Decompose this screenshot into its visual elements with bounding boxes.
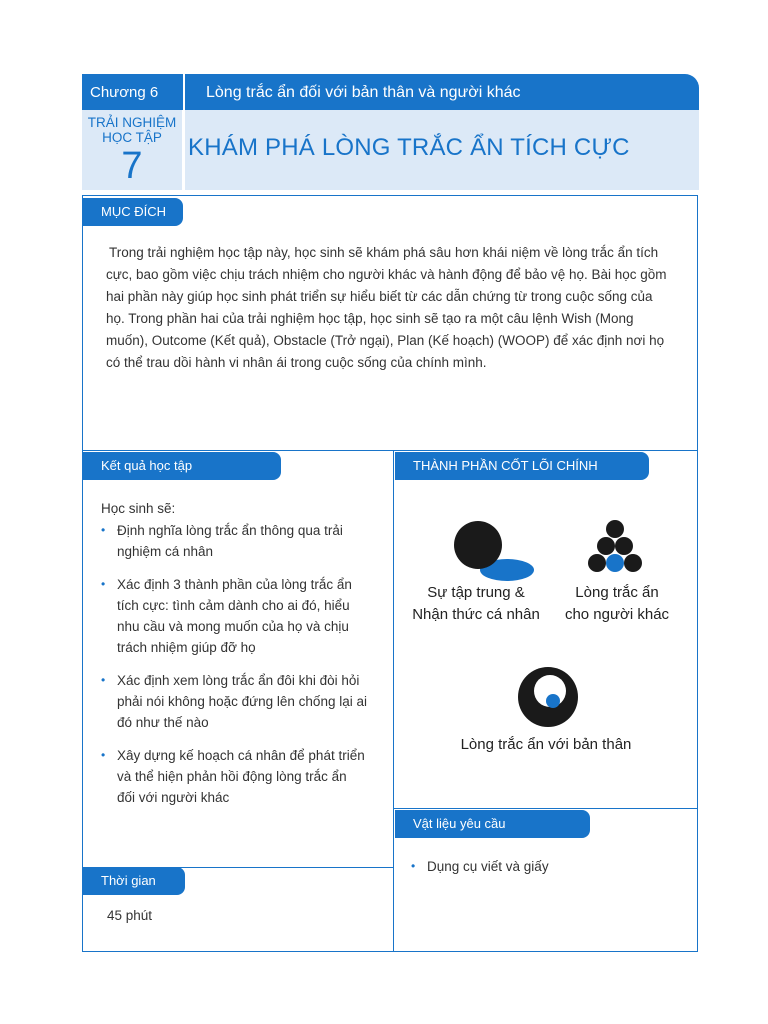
purpose-tab [83, 198, 183, 226]
bullet-icon: • [101, 748, 106, 762]
outcomes-intro: Học sinh sẽ: [101, 501, 176, 516]
chapter-title: Lòng trắc ẩn đối với bản thân và người khác [206, 84, 521, 101]
experience-box [82, 110, 185, 190]
bullet-icon: • [101, 523, 106, 537]
list-item: • Xây dựng kế hoạch cá nhân để phát triển và thể hiện phản hồi động lòng trắc ẩn đối với người khác [99, 745, 367, 808]
outcomes-list [99, 520, 367, 820]
outcomes-tab [83, 452, 281, 480]
self-compassion-icon [517, 666, 579, 728]
compassion-others-label: Lòng trắc ẩn cho người khác [564, 584, 670, 623]
purpose-heading: MỤC ĐÍCH [101, 204, 166, 219]
chapter-divider [183, 74, 185, 110]
materials-list [409, 856, 679, 889]
list-item: • Dụng cụ viết và giấy [409, 856, 679, 877]
focus-awareness-label: Sự tập trung & Nhận thức cá nhân [412, 584, 540, 623]
bullet-icon: • [101, 673, 106, 687]
h-divider [82, 450, 698, 451]
core-heading: THÀNH PHẦN CỐT LÕI CHÍNH [413, 458, 598, 473]
bullet-icon: • [411, 859, 416, 873]
experience-number: 7 [121, 145, 143, 187]
focus-awareness-icon [452, 518, 542, 588]
compassion-others-icon [582, 518, 648, 574]
core-tab [395, 452, 649, 480]
time-tab [83, 867, 185, 895]
chapter-label: Chương 6 [90, 84, 159, 101]
experience-label-line2: HỌC TẬP [102, 130, 162, 145]
purpose-text: Trong trải nghiệm học tập này, học sinh sẽ khám phá sâu hơn khái niệm về lòng trắc ẩn tích cực, bao gồm việc chịu trách nhiệm cho người khác và hành động để bảo vệ họ. Bài học gồm hai phần này giúp học sinh phát triển sự hiểu biết từ các dẫn chứng từ trong cuộc sống của họ. Trong phần hai của trải nghiệm học tập, học sinh sẽ tạo ra một câu lệnh Wish (Mong muốn), Outcome (Kết quả), Obstacle (Trở ngại), Plan (Kế hoạch) (WOOP) để xác định nơi họ có thể trau dồi hành vi nhân ái trong cuộc sống của chính mình. [106, 245, 667, 370]
list-item: • Xác định 3 thành phần của lòng trắc ẩn tích cực: tình cảm dành cho ai đó, hiểu nhu cầu và mong muốn của họ và chịu trách nhiệm giúp đỡ họ [99, 574, 367, 658]
list-item: • Định nghĩa lòng trắc ẩn thông qua trải nghiệm cá nhân [99, 520, 367, 562]
time-heading: Thời gian [101, 873, 156, 888]
materials-tab [395, 810, 590, 838]
materials-heading: Vật liệu yêu cầu [413, 816, 506, 831]
self-compassion-label: Lòng trắc ẩn với bản thân [460, 736, 632, 753]
list-item: • Xác định xem lòng trắc ẩn đôi khi đòi hỏi phải nói không hoặc đứng lên chống lại ai đó như thế nào [99, 670, 367, 733]
right-divider [393, 808, 698, 809]
v-divider [393, 450, 394, 952]
bullet-icon: • [101, 577, 106, 591]
lesson-title: KHÁM PHÁ LÒNG TRẮC ẨN TÍCH CỰC [188, 134, 630, 161]
outcomes-heading: Kết quả học tập [101, 458, 193, 473]
time-value: 45 phút [107, 908, 153, 923]
experience-label-line1: TRẢI NGHIỆM [87, 115, 177, 130]
